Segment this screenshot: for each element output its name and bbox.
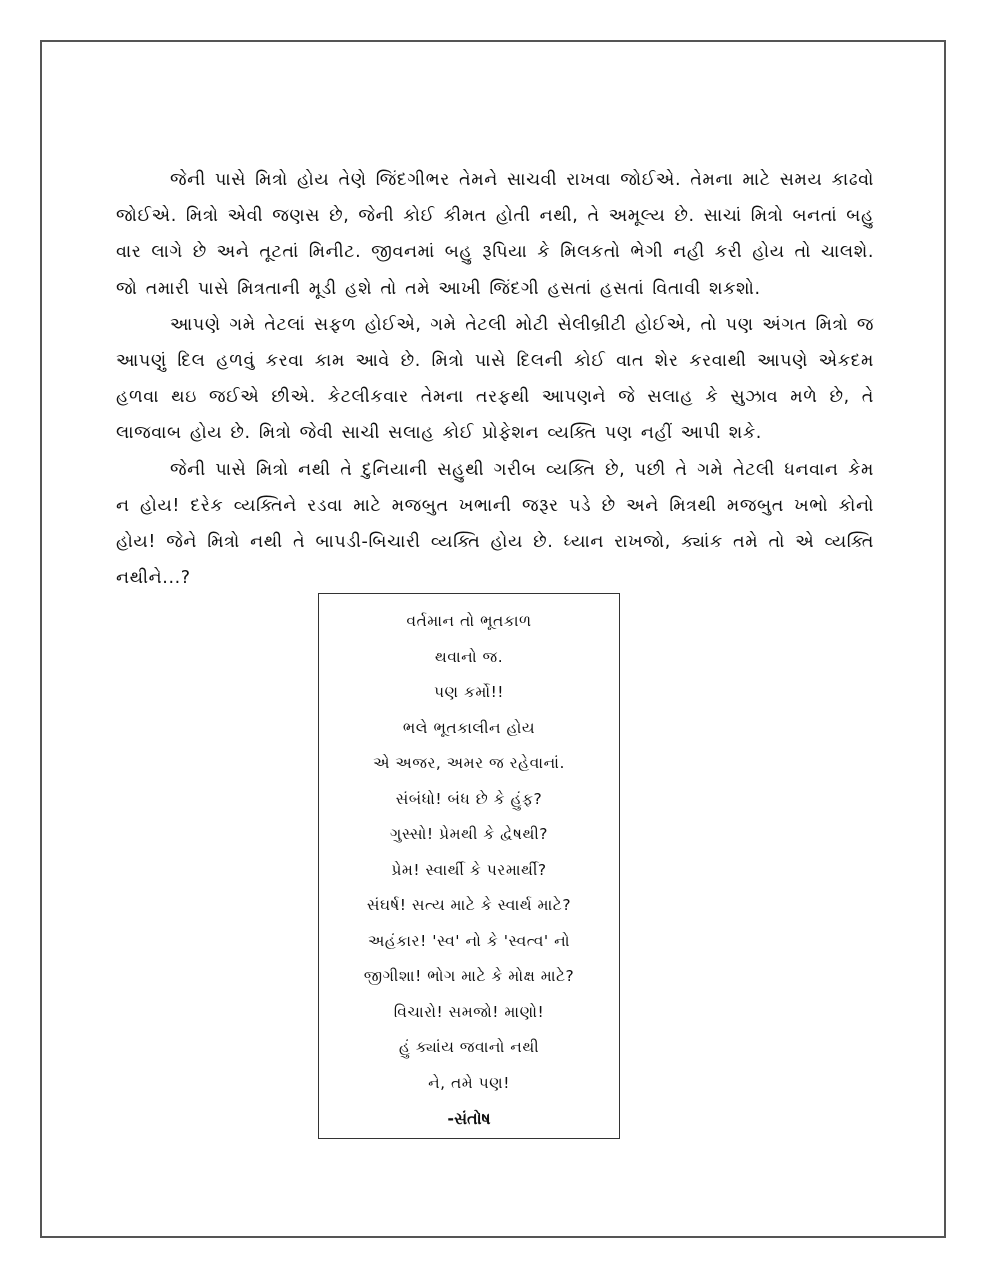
poem-author: -સંતોષ [447,1109,491,1128]
poem-line: પણ કર્મો!! [433,683,505,701]
poem-line: સંબંધો! બંધ છે કે હુંફ? [395,789,543,808]
paragraph-2: આપણે ગમે તેટલાં સફળ હોઈએ, ગમે તેટલી મોટી સેલીબ્રીટી હોઈએ, તો પણ અંગત મિત્રો જ આપણું દિલ હળવું કરવા કામ આવે છે. મિત્રો પાસે દિલની કોઈ વાત શેર કરવાથી આપણે એકદમ હળવા થઇ જઈએ છીએ. કેટલીકવાર તેમના તરફથી આપણને જે સલાહ કે સુઝાવ મળે છે, તે લાજવાબ હોય છે. મિત્રો જેવી સાચી સલાહ કોઈ પ્રોફેશન વ્યક્તિ પણ નહીં આપી શકે. [116,314,874,444]
poem-line: થવાનો જ. [434,647,504,666]
poem-line: ને, તમે પણ! [428,1073,510,1092]
poem-line: સંઘર્ષ! સત્ય માટે કે સ્વાર્થ માટે? [366,896,572,914]
poem-line: એ અજર, અમર જ રહેવાનાં. [373,754,565,772]
poem-line: ભલે ભૂતકાલીન હોય [402,718,536,737]
poem-line: વર્તમાન તો ભૂતકાળ [406,612,532,630]
poem-line: હું ક્યાંય જવાનો નથી [398,1038,540,1056]
poem-line: ગુસ્સો! પ્રેમથી કે દ્વેષથી? [390,825,548,843]
poem-line: અહંકાર! 'સ્વ' નો કે 'સ્વત્વ' નો [367,931,571,950]
paragraph-1: જેની પાસે મિત્રો હોય તેણે જિંદગીભર તેમને સાચવી રાખવા જોઈએ. તેમના માટે સમય કાઢવો જોઈએ. મિત્રો એવી જણસ છે, જેની કોઈ કીમત હોતી નથી, તે અમૂલ્ય છે. સાચાં મિત્રો બનતાં બહુ વાર લાગે છે અને તૂટતાં મિનીટ. જીવનમાં બહુ રૂપિયા કે મિલકતો ભેગી નહી કરી હોય તો ચાલશે. જો તમારી પાસે મિત્રતાની મૂડી હશે તો તમે આખી જિંદગી હસતાં હસતાં વિતાવી શકશો. [116,170,874,299]
paragraph-3: જેની પાસે મિત્રો નથી તે દુનિયાની સહુથી ગરીબ વ્યક્તિ છે, પછી તે ગમે તેટલી ધનવાન કેમ ન હોય! દરેક વ્યક્તિને રડવા માટે મજબુત ખભાની જરૂર પડે છે અને મિત્રથી મજબુત ખભો કોનો હોય! જેને મિત્રો નથી તે બાપડી-બિચારી વ્યક્તિ હોય છે. ધ્યાન રાખજો, ક્યાંક તમે તો એ વ્યક્તિ નથીને...? [116,459,874,589]
poem-line: જીગીશા! ભોગ માટે કે મોક્ષ માટે? [363,967,575,985]
poem-line: પ્રેમ! સ્વાર્થી કે પરમાર્થી? [391,860,547,879]
poem-line: વિચારો! સમજો! માણો! [393,1002,545,1021]
article-body [116,162,874,596]
poem-box [318,593,620,1139]
